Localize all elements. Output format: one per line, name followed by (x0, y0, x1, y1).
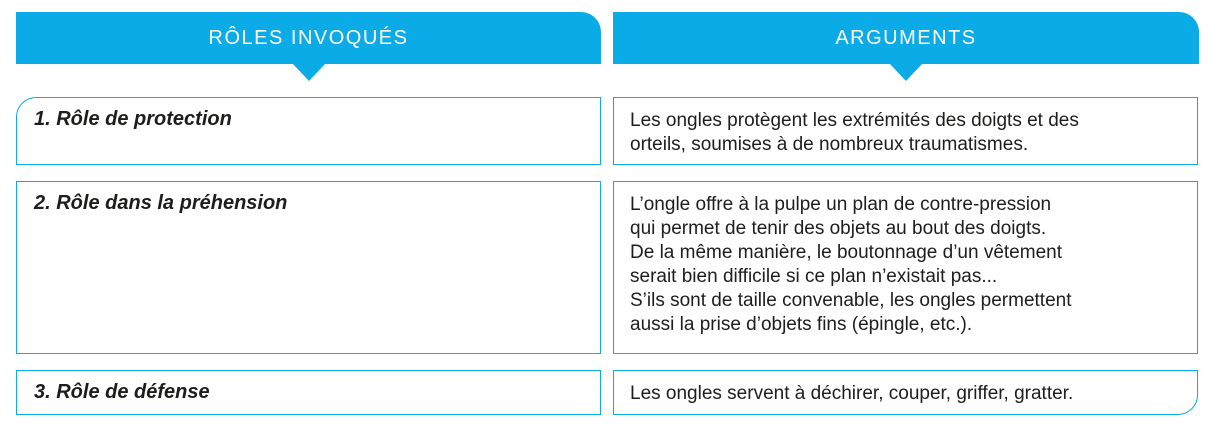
roles-header-label: RÔLES INVOQUÉS (208, 26, 409, 49)
argument-line: aussi la prise d’objets fins (épingle, etc.). (630, 314, 973, 335)
argument-line: orteils, soumises à de nombreux traumatismes. (630, 134, 1029, 155)
argument-line: serait bien difficile si ce plan n’existait pas... (630, 266, 998, 287)
argument-line: Les ongles servent à déchirer, couper, griffer, gratter. (630, 383, 1074, 404)
role-label: 2. Rôle dans la préhension (34, 192, 288, 214)
role-cell-defense (16, 370, 601, 415)
role-cell-prehension (16, 181, 601, 354)
role-cell-protection (16, 97, 601, 165)
argument-line: Les ongles protègent les extrémités des doigts et des (630, 110, 1079, 131)
argument-line: S’ils sont de taille convenable, les ongles permettent (630, 290, 1072, 311)
argument-cell-protection (613, 97, 1198, 165)
role-label: 1. Rôle de protection (34, 108, 232, 130)
argument-line: De la même manière, le boutonnage d’un vêtement (630, 242, 1062, 263)
roles-header (16, 12, 601, 64)
role-label: 3. Rôle de défense (34, 381, 210, 403)
argument-line: L’ongle offre à la pulpe un plan de contre-pression (630, 194, 1052, 215)
arguments-header (613, 12, 1199, 64)
argument-cell-prehension (613, 181, 1198, 354)
argument-cell-defense (613, 370, 1198, 415)
arguments-header-label: ARGUMENTS (835, 26, 977, 49)
argument-line: qui permet de tenir des objets au bout des doigts. (630, 218, 1047, 239)
